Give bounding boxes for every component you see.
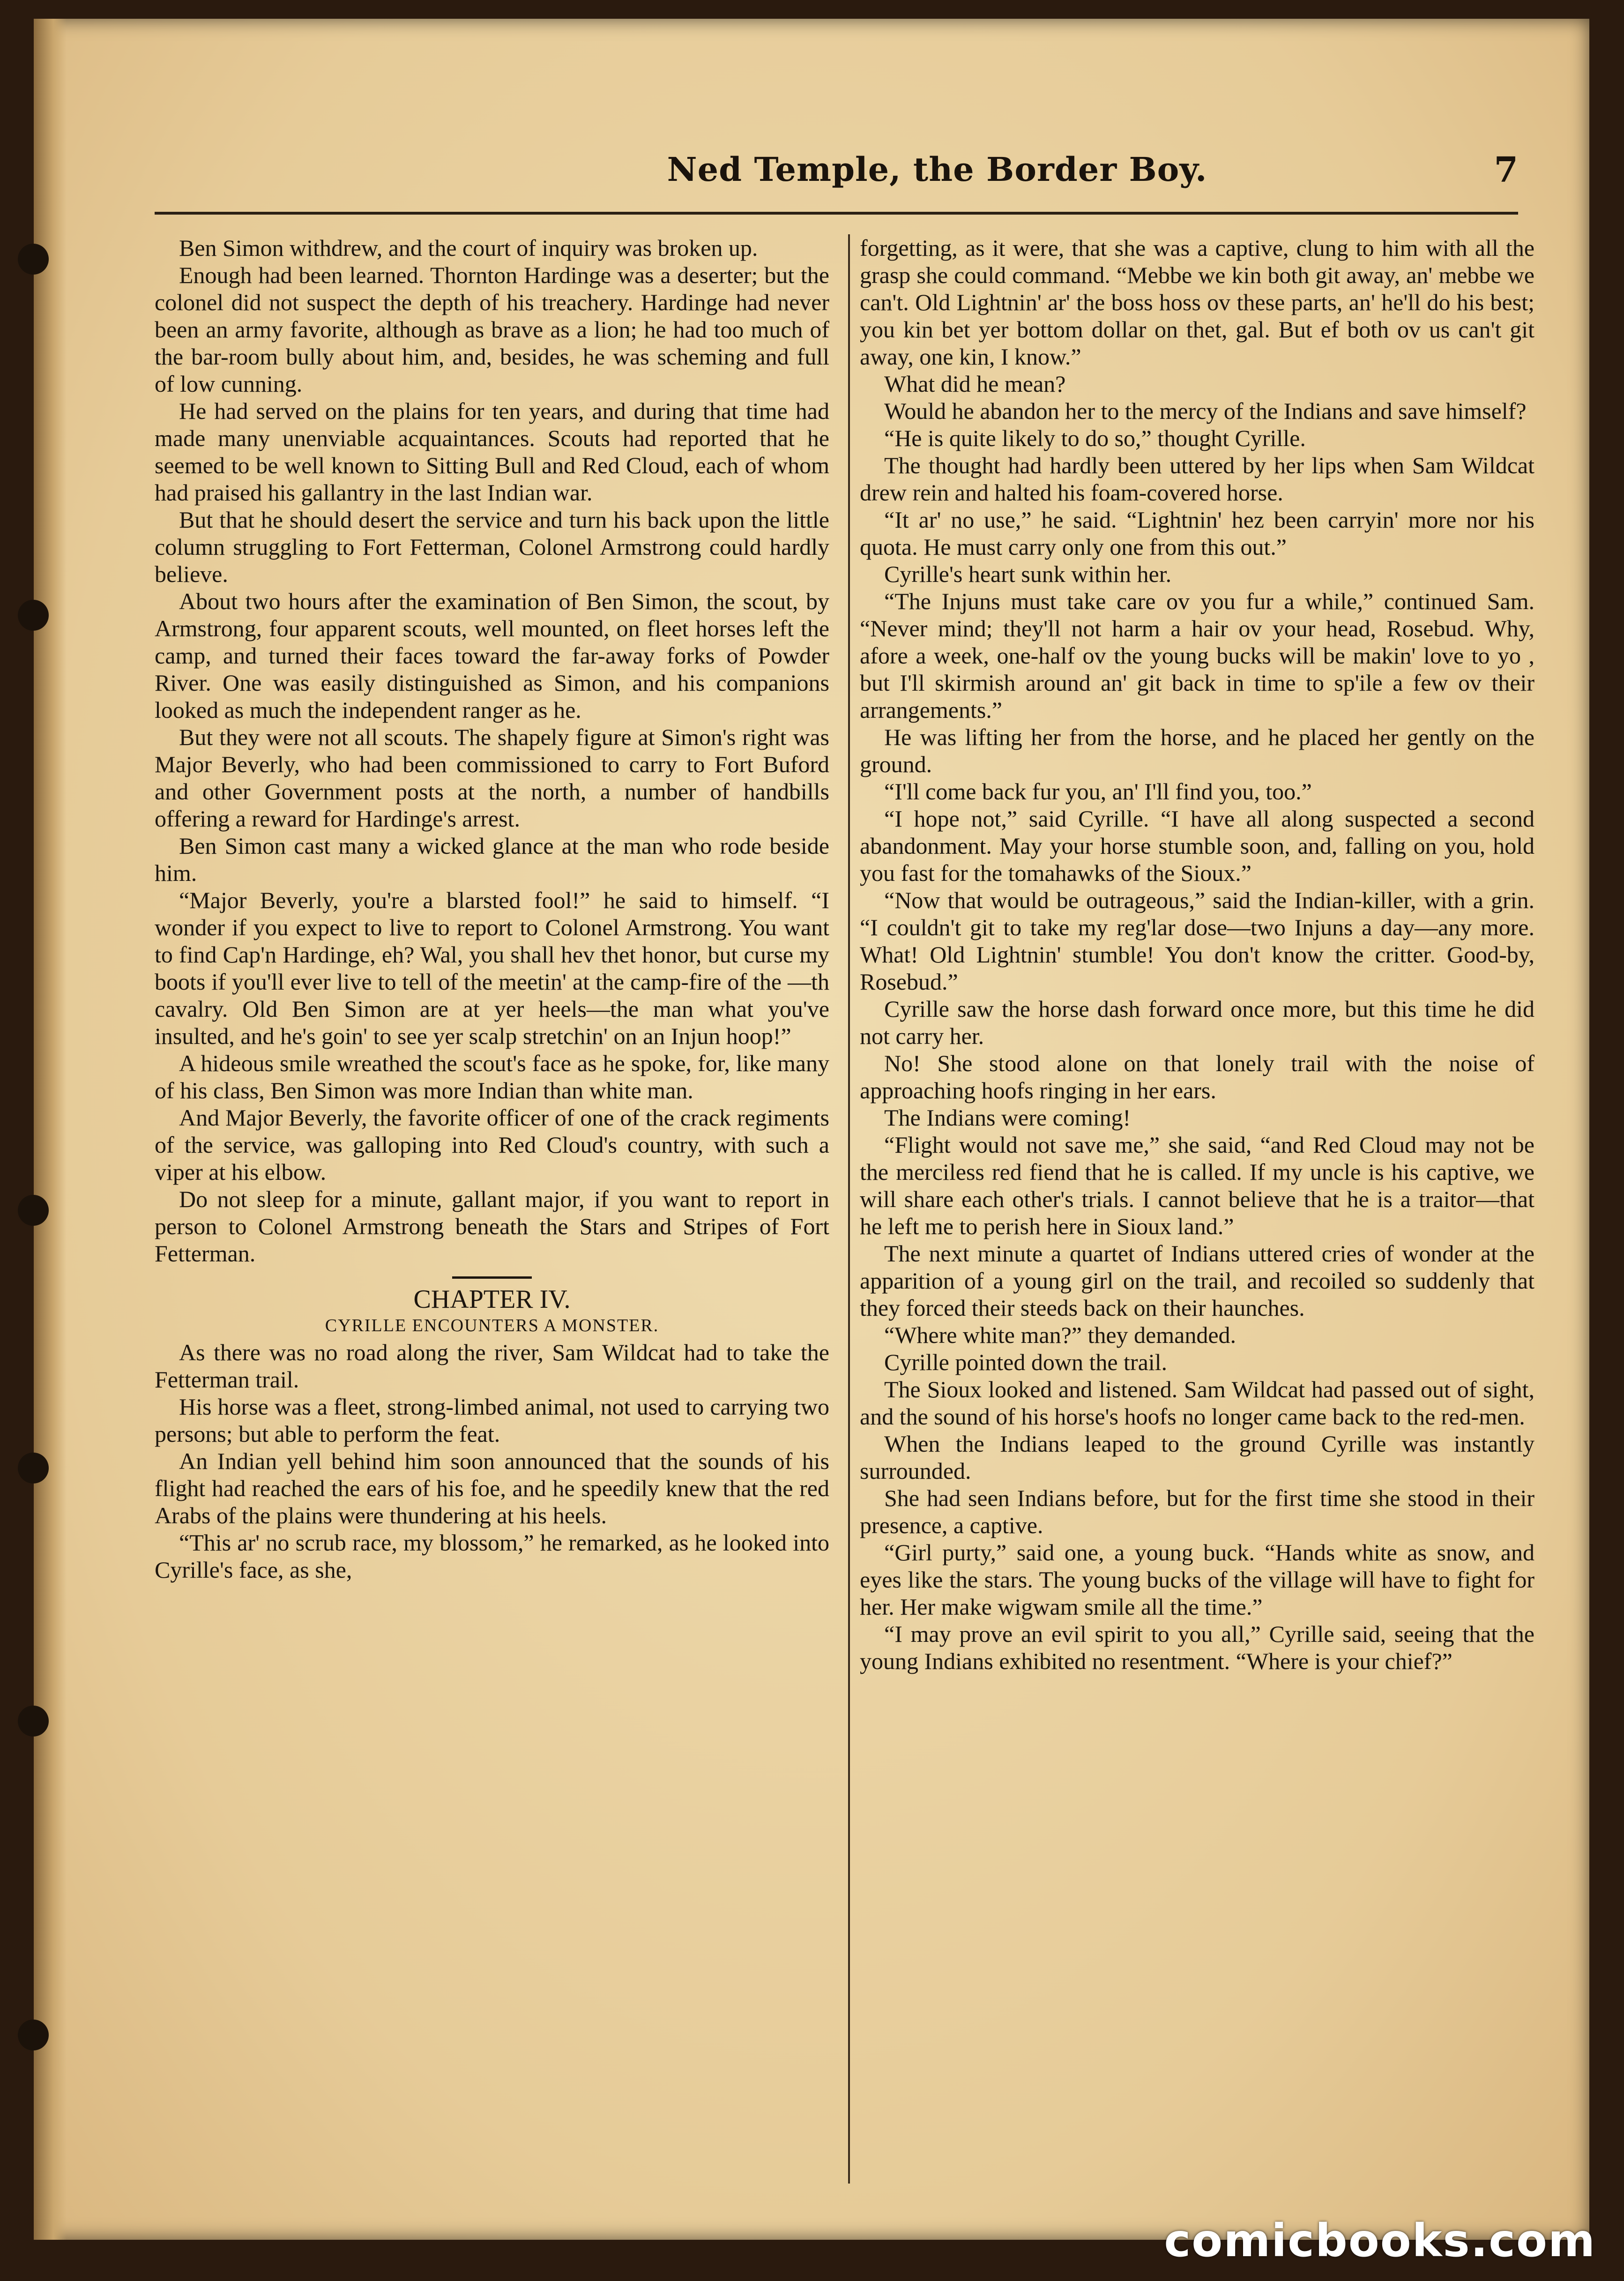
paragraph: As there was no road along the river, Sam Wildcat had to take the Fetterman trail. xyxy=(155,1339,829,1393)
binding-hole xyxy=(18,244,49,275)
paragraph: “Major Beverly, you're a blarsted fool!” he said to himself. “I wonder if you expect to live to report to Colonel Armstrong. You want to find Cap'n Hardinge, eh? Wal, you shall hev thet honor, but curse my boots if you'll ever live to tell of the meetin' at the camp-fire of the —th cavalry. Old Ben Simon are at yer heels—the man what you've insulted, and he's goin' to see yer scalp stretchin' on an Injun hoop!” xyxy=(155,887,829,1049)
page-gutter xyxy=(34,19,67,2240)
paragraph: Cyrille pointed down the trail. xyxy=(884,1349,1168,1375)
paragraph: What did he mean? xyxy=(884,371,1066,397)
paragraph: “I may prove an evil spirit to you all,” Cyrille said, seeing that the young Indians exhibited no resentment. “Where is your chief?” xyxy=(860,1621,1535,1674)
paragraph: “It ar' no use,” he said. “Lightnin' hez been carryin' more nor his quota. He must carry only one from this out.” xyxy=(860,507,1535,560)
paragraph: Ben Simon cast many a wicked glance at the man who rode beside him. xyxy=(155,833,829,886)
paragraph: Cyrille saw the horse dash forward once more, but this time he did not carry her. xyxy=(860,996,1535,1049)
paragraph: The Indians were coming! xyxy=(884,1104,1131,1131)
paragraph: No! She stood alone on that lonely trail with the noise of approaching hoofs ringing in her ears. xyxy=(860,1050,1535,1103)
page-header xyxy=(155,150,1518,206)
header-rule xyxy=(155,212,1518,215)
paragraph: “I'll come back fur you, an' I'll find you, too.” xyxy=(884,778,1312,805)
paragraph: The Sioux looked and listened. Sam Wildcat had passed out of sight, and the sound of his horse's hoofs no longer came back to the red-men. xyxy=(860,1376,1535,1430)
paragraph: “This ar' no scrub race, my blossom,” he remarked, as he looked into Cyrille's face, as she, xyxy=(155,1529,829,1583)
chapter-subtitle: CYRILLE ENCOUNTERS A MONSTER. xyxy=(325,1316,659,1335)
paragraph: forgetting, as it were, that she was a captive, clung to him with all the grasp she could command. “Mebbe we kin both git away, an' mebbe we can't. Old Lightnin' ar' the boss hoss ov these parts, an' he'll do his best; you kin bet yer bottom dollar on thet, gal. But ef both ov us can't git away, one kin, I know.” xyxy=(860,235,1535,370)
paragraph: But they were not all scouts. The shapely figure at Simon's right was Major Beverly, who had been commissioned to carry to Fort Buford and other Government posts at the north, a number of handbills offering a reward for Hardinge's arrest. xyxy=(155,724,829,832)
paragraph: And Major Beverly, the favorite officer of one of the crack regiments of the service, was galloping into Red Cloud's country, with such a viper at his elbow. xyxy=(155,1104,829,1185)
right-column xyxy=(860,234,1535,1675)
paragraph: Ben Simon withdrew, and the court of inquiry was broken up. xyxy=(179,235,758,261)
binding-hole xyxy=(18,1453,49,1483)
paragraph: A hideous smile wreathed the scout's face as he spoke, for, like many of his class, Ben Simon was more Indian than white man. xyxy=(155,1050,829,1103)
column-divider xyxy=(848,234,850,2184)
paragraph: “Flight would not save me,” she said, “and Red Cloud may not be the merciless red fiend that he is called. If my uncle is his captive, we will share each other's trials. I cannot believe that he is a traitor—that he left me to perish here in Sioux land.” xyxy=(860,1132,1535,1239)
paragraph: An Indian yell behind him soon announced that the sounds of his flight had reached the ears of his foe, and he speedily knew that the red Arabs of the plains were thundering at his heels. xyxy=(155,1448,829,1528)
binding-hole xyxy=(18,1706,49,1737)
paragraph: He was lifting her from the horse, and he placed her gently on the ground. xyxy=(860,724,1535,777)
paragraph: “The Injuns must take care ov you fur a while,” continued Sam. “Never mind; they'll not harm a hair ov your head, Rosebud. Why, afore a week, one-half ov the young bucks will be makin' love to yo , but I'll skirmish around an' git back in time to sp'ile a few ov their arrangements.” xyxy=(860,588,1535,723)
chapter-title: CHAPTER IV. xyxy=(413,1285,571,1314)
paragraph: Would he abandon her to the mercy of the Indians and save himself? xyxy=(884,398,1527,424)
paragraph: She had seen Indians before, but for the first time she stood in their presence, a captive. xyxy=(860,1485,1535,1538)
chapter-rule xyxy=(452,1276,532,1279)
paragraph: “Where white man?” they demanded. xyxy=(884,1322,1237,1348)
binding-hole xyxy=(18,1195,49,1226)
paragraph: He had served on the plains for ten years, and during that time had made many unenviable acquaintances. Scouts had reported that he seemed to be well known to Sitting Bull and Red Cloud, each of whom had praised his gallantry in the last Indian war. xyxy=(155,398,829,506)
paragraph: “Girl purty,” said one, a young buck. “Hands white as snow, and eyes like the stars. The young bucks of the village will have to fight for her. Her make wigwam smile all the time.” xyxy=(860,1539,1535,1620)
paragraph: About two hours after the examination of Ben Simon, the scout, by Armstrong, four apparent scouts, well mounted, on fleet horses left the camp, and turned their faces toward the far-away forks of Powder River. One was easily distinguished as Simon, and his companions looked as much the independent ranger as he. xyxy=(155,588,829,723)
paragraph: “I hope not,” said Cyrille. “I have all along suspected a second abandonment. May your horse stumble soon, and, falling on you, hold you fast for the tomahawks of the Sioux.” xyxy=(860,805,1535,886)
running-head-title: Ned Temple, the Border Boy. xyxy=(667,150,1207,189)
binding-hole xyxy=(18,2020,49,2050)
paragraph: The next minute a quartet of Indians uttered cries of wonder at the apparition of a young girl on the trail, and recoiled so suddenly that they forced their steeds back on their haunches. xyxy=(860,1240,1535,1321)
paragraph: When the Indians leaped to the ground Cyrille was instantly surrounded. xyxy=(860,1431,1535,1484)
paragraph: Do not sleep for a minute, gallant major, if you want to report in person to Colonel Armstrong beneath the Stars and Stripes of Fort Fetterman. xyxy=(155,1186,829,1267)
paragraph: But that he should desert the service and turn his back upon the little column struggling to Fort Fetterman, Colonel Armstrong could hardly believe. xyxy=(155,507,829,587)
site-watermark: comicbooks.com xyxy=(1164,2214,1596,2267)
paragraph: “Now that would be outrageous,” said the Indian-killer, with a grin. “I couldn't git to take my reg'lar dose—two Injuns a day—any more. What! Old Lightnin' stumble! You don't know the critter. Good-by, Rosebud.” xyxy=(860,887,1535,995)
paragraph: His horse was a fleet, strong-limbed animal, not used to carrying two persons; but able to perform the feat. xyxy=(155,1394,829,1447)
paragraph: The thought had hardly been uttered by her lips when Sam Wildcat drew rein and halted his foam-covered horse. xyxy=(860,452,1535,506)
page-number: 7 xyxy=(1494,150,1518,190)
binding-hole xyxy=(18,600,49,631)
left-column xyxy=(155,234,829,1583)
paragraph: Cyrille's heart sunk within her. xyxy=(884,561,1172,587)
paragraph: “He is quite likely to do so,” thought Cyrille. xyxy=(884,425,1306,451)
paragraph: Enough had been learned. Thornton Hardinge was a deserter; but the colonel did not suspect the depth of his treachery. Hardinge had never been an army favorite, although as brave as a lion; he had too much of the bar-room bully about him, and, besides, he was scheming and full of low cunning. xyxy=(155,262,829,397)
